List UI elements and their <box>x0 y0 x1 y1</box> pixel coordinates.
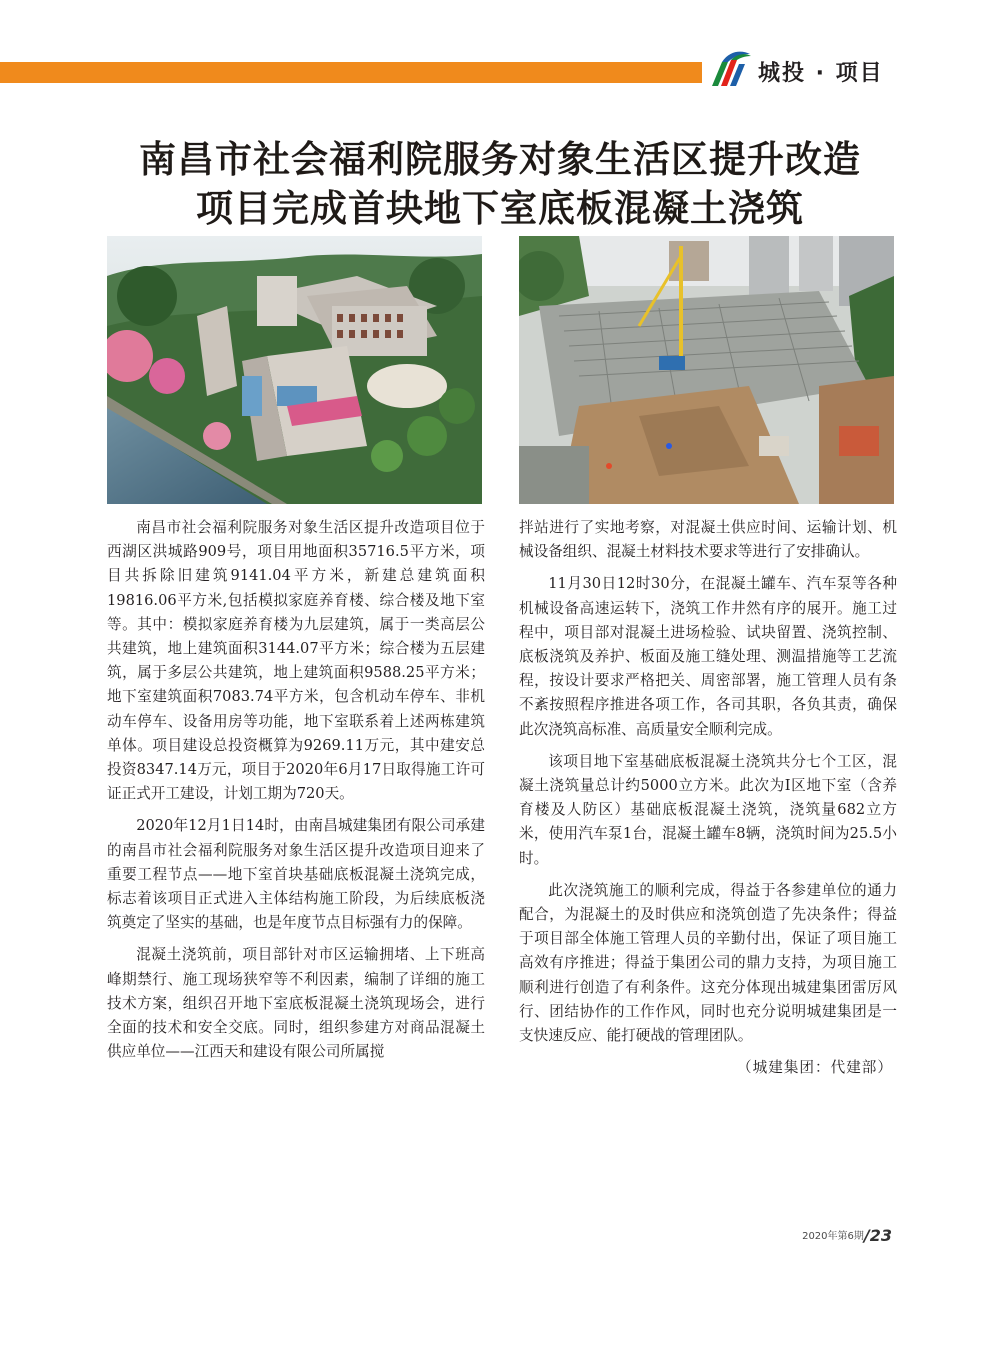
article-title-line1: 南昌市社会福利院服务对象生活区提升改造 <box>139 138 861 181</box>
paragraph-3-continued: 拌站进行了实地考察，对混凝土供应时间、运输计划、机械设备组织、混凝土材料技术要求等进行了安排确认。 <box>519 519 897 561</box>
byline: （城建集团：代建部） <box>737 1059 893 1077</box>
section-label: 城投 · 项目 <box>758 61 884 86</box>
right-text-column <box>519 516 897 1088</box>
page-number: /23 <box>863 1226 892 1245</box>
issue-label: 2020年第6期 <box>802 1231 864 1242</box>
chengtou-stripes-logo-icon <box>708 48 752 88</box>
aerial-rendering-photo <box>107 236 482 504</box>
paragraph-3: 混凝土浇筑前，项目部针对市区运输拥堵、上下班高峰期禁行、施工现场狭窄等不利因素，编制了详细的施工技术方案，组织召开地下室底板混凝土浇筑现场会，进行全面的技术和安全交底。同时，组织参建方对商品混凝土供应单位——江西天和建设有限公司所属搅 <box>107 946 485 1061</box>
construction-site-photo <box>519 236 894 504</box>
page-footer <box>802 1226 892 1245</box>
left-text-column <box>107 516 485 1072</box>
paragraph-4: 11月30日12时30分，在混凝土罐车、汽车泵等各种机械设备高速运转下，浇筑工作井然有序的展开。施工过程中，项目部对混凝土进场检验、试块留置、浇筑控制、底板浇筑及养护、板面及施工缝处理、测温措施等工艺流程，按设计要求严格把关、周密部署，施工管理人员有条不紊按照程序推进各项工作，各司其职，各负其责，确保此次浇筑高标准、高质量安全顺利完成。 <box>519 575 897 738</box>
paragraph-5: 该项目地下室基础底板混凝土浇筑共分七个工区，混凝土浇筑量总计约5000立方米。此次为Ⅰ区地下室（含养育楼及人防区）基础底板混凝土浇筑，浇筑量682立方米，使用汽车泵1台，混凝土罐车8辆，浇筑时间为25.5小时。 <box>519 752 897 867</box>
article-title-line2: 项目完成首块地下室底板混凝土浇筑 <box>196 187 804 230</box>
paragraph-6: 此次浇筑施工的顺利完成，得益于各参建单位的通力配合，为混凝土的及时供应和浇筑创造了先决条件；得益于项目部全体施工管理人员的辛勤付出，保证了项目施工高效有序推进；得益于集团公司的鼎力支持，为项目施工顺利进行创造了有利条件。这充分体现出城建集团雷厉风行、团结协作的工作作风，同时也充分说明城建集团是一支快速反应、能打硬战的管理团队。 <box>519 881 897 1045</box>
header-orange-bar <box>0 62 702 83</box>
paragraph-2: 2020年12月1日14时，由南昌城建集团有限公司承建的南昌市社会福利院服务对象生活区提升改造项目迎来了重要工程节点——地下室首块基础底板混凝土浇筑完成，标志着该项目正式进入主体结构施工阶段，为后续底板浇筑奠定了坚实的基础，也是年度节点目标强有力的保障。 <box>107 817 485 932</box>
paragraph-1: 南昌市社会福利院服务对象生活区提升改造项目位于西湖区洪城路909号，项目用地面积35716.5平方米，项目共拆除旧建筑9141.04平方米，新建总建筑面积19816.06平方米,包括模拟家庭养育楼、综合楼及地下室等。其中：模拟家庭养育楼为九层建筑，属于一类高层公共建筑，地上建筑面积3144.07平方米；综合楼为五层建筑，属于多层公共建筑，地上建筑面积9588.25平方米；地下室建筑面积7083.74平方米，包含机动车停车、非机动车停车、设备用房等功能，地下室联系着上述两栋建筑单体。项目建设总投资概算为9269.11万元，其中建安总投资8347.14万元，项目于2020年6月17日取得施工许可证正式开工建设，计划工期为720天。 <box>107 519 485 803</box>
